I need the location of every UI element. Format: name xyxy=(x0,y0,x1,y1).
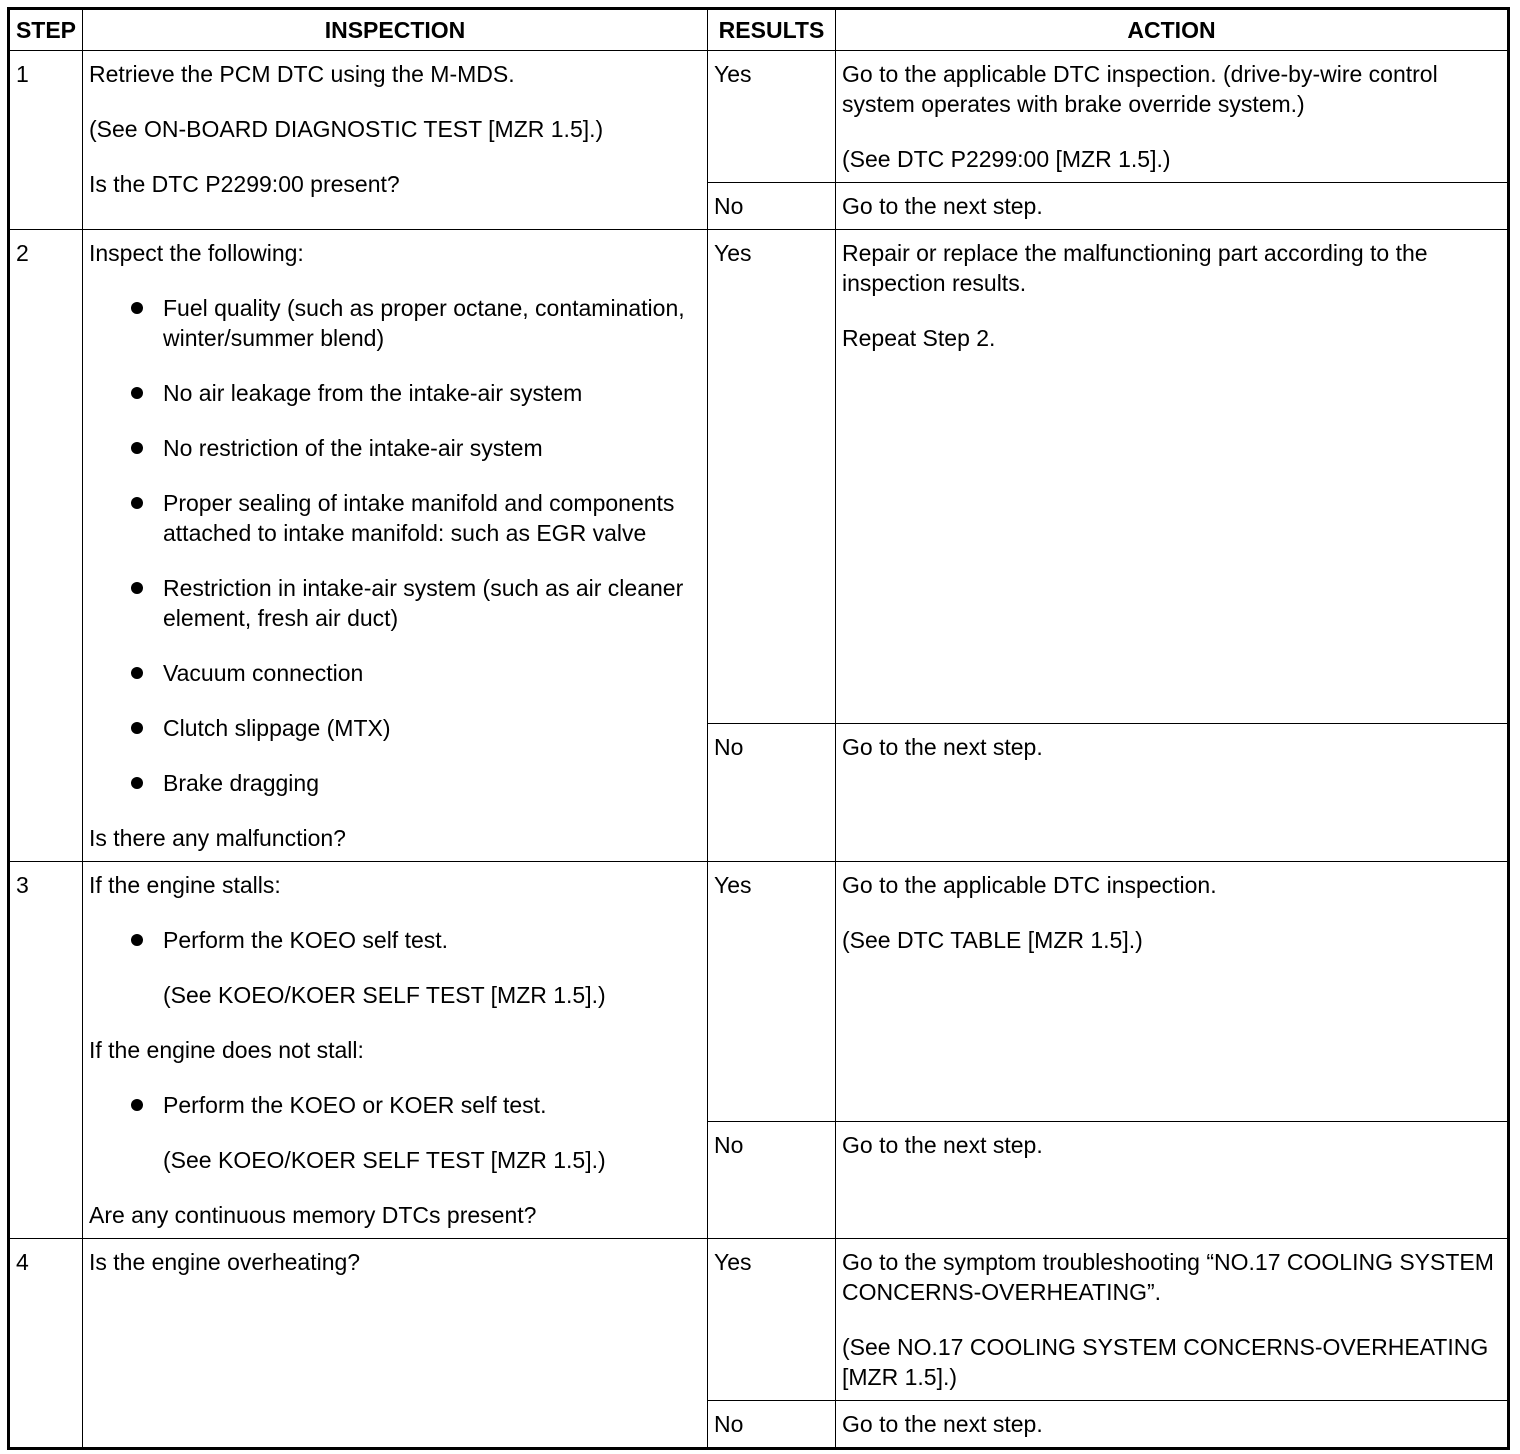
bullet-text: Perform the KOEO self test. xyxy=(163,927,449,953)
diagnostic-procedure-document xyxy=(7,7,1510,1450)
header-results: RESULTS xyxy=(708,9,836,51)
bullet-icon xyxy=(131,302,143,314)
result-no: No xyxy=(708,183,836,230)
step-4-yes-row xyxy=(9,1239,1509,1401)
header-row xyxy=(9,9,1509,51)
bullet-item xyxy=(89,1090,701,1120)
bullet-item xyxy=(89,433,701,463)
bullet-icon xyxy=(131,1099,143,1111)
inspection-question: Is there any malfunction? xyxy=(89,825,346,851)
bullet-item xyxy=(89,488,701,548)
bullet-icon xyxy=(131,582,143,594)
result-no: No xyxy=(708,1401,836,1449)
inspection-question: Is the engine overheating? xyxy=(89,1249,361,1275)
bullet-text: Clutch slippage (MTX) xyxy=(163,715,391,741)
inspection-question: Are any continuous memory DTCs present? xyxy=(89,1202,537,1228)
bullet-text: No restriction of the intake-air system xyxy=(163,435,543,461)
inspection-question: Is the DTC P2299:00 present? xyxy=(89,171,400,197)
result-yes: Yes xyxy=(708,862,836,1122)
bullet-item xyxy=(89,378,701,408)
bullet-text: Restriction in intake-air system (such as air cleaner element, fresh air duct) xyxy=(163,575,684,631)
bullet-item xyxy=(89,573,701,633)
header-inspection: INSPECTION xyxy=(83,9,708,51)
result-no: No xyxy=(708,1122,836,1239)
bullet-item xyxy=(89,925,701,955)
step-3-yes-row xyxy=(9,862,1509,1122)
step-number: 2 xyxy=(9,230,83,862)
action-yes xyxy=(836,1239,1509,1401)
inspection-text: Retrieve the PCM DTC using the M-MDS. xyxy=(89,61,515,87)
step-number: 1 xyxy=(9,51,83,230)
diagnostic-table xyxy=(7,7,1510,1450)
bullet-icon xyxy=(131,667,143,679)
action-text: Repair or replace the malfunctioning part according to the inspection results. xyxy=(842,240,1428,296)
result-yes: Yes xyxy=(708,1239,836,1401)
step-4-inspection xyxy=(83,1239,708,1449)
inspection-text: If the engine stalls: xyxy=(89,872,281,898)
bullet-text: Fuel quality (such as proper octane, contamination, winter/summer blend) xyxy=(163,295,685,351)
reference-text: (See KOEO/KOER SELF TEST [MZR 1.5].) xyxy=(163,982,606,1008)
action-text: Repeat Step 2. xyxy=(842,325,996,351)
result-yes: Yes xyxy=(708,51,836,183)
inspection-text: Inspect the following: xyxy=(89,240,304,266)
reference-text: (See KOEO/KOER SELF TEST [MZR 1.5].) xyxy=(163,1147,606,1173)
action-no xyxy=(836,1401,1509,1449)
action-reference: (See NO.17 COOLING SYSTEM CONCERNS-OVERHEATING [MZR 1.5].) xyxy=(842,1334,1489,1390)
action-text: Go to the symptom troubleshooting “NO.17 COOLING SYSTEM CONCERNS-OVERHEATING”. xyxy=(842,1249,1494,1305)
step-1-inspection xyxy=(83,51,708,230)
action-yes xyxy=(836,230,1509,724)
bullet-item xyxy=(89,713,701,743)
action-text: Go to the applicable DTC inspection. xyxy=(842,872,1217,898)
bullet-text: Proper sealing of intake manifold and components attached to intake manifold: such as EGR valve xyxy=(163,490,675,546)
action-text: Go to the next step. xyxy=(842,1132,1043,1158)
step-3-inspection xyxy=(83,862,708,1239)
step-2-yes-row xyxy=(9,230,1509,724)
bullet-icon xyxy=(131,387,143,399)
bullet-icon xyxy=(131,497,143,509)
bullet-icon xyxy=(131,777,143,789)
bullet-icon xyxy=(131,934,143,946)
bullet-item xyxy=(89,658,701,688)
result-no: No xyxy=(708,724,836,862)
bullet-text: Brake dragging xyxy=(163,770,319,796)
bullet-text: Vacuum connection xyxy=(163,660,364,686)
bullet-item xyxy=(89,768,701,798)
action-reference: (See DTC P2299:00 [MZR 1.5].) xyxy=(842,146,1171,172)
action-no xyxy=(836,724,1509,862)
bullet-icon xyxy=(131,722,143,734)
action-yes xyxy=(836,51,1509,183)
bullet-text: Perform the KOEO or KOER self test. xyxy=(163,1092,547,1118)
action-text: Go to the next step. xyxy=(842,734,1043,760)
header-action: ACTION xyxy=(836,9,1509,51)
step-number: 3 xyxy=(9,862,83,1239)
step-2-inspection xyxy=(83,230,708,862)
bullet-text: No air leakage from the intake-air system xyxy=(163,380,583,406)
bullet-icon xyxy=(131,442,143,454)
action-no xyxy=(836,183,1509,230)
action-no xyxy=(836,1122,1509,1239)
bullet-item xyxy=(89,293,701,353)
result-yes: Yes xyxy=(708,230,836,724)
inspection-text: If the engine does not stall: xyxy=(89,1037,364,1063)
action-text: Go to the next step. xyxy=(842,1411,1043,1437)
action-reference: (See DTC TABLE [MZR 1.5].) xyxy=(842,927,1143,953)
step-1-yes-row xyxy=(9,51,1509,183)
action-text: Go to the next step. xyxy=(842,193,1043,219)
reference-text: (See ON-BOARD DIAGNOSTIC TEST [MZR 1.5].) xyxy=(89,116,604,142)
step-number: 4 xyxy=(9,1239,83,1449)
action-yes xyxy=(836,862,1509,1122)
action-text: Go to the applicable DTC inspection. (drive-by-wire control system operates with brake override system.) xyxy=(842,61,1438,117)
header-step: STEP xyxy=(9,9,83,51)
